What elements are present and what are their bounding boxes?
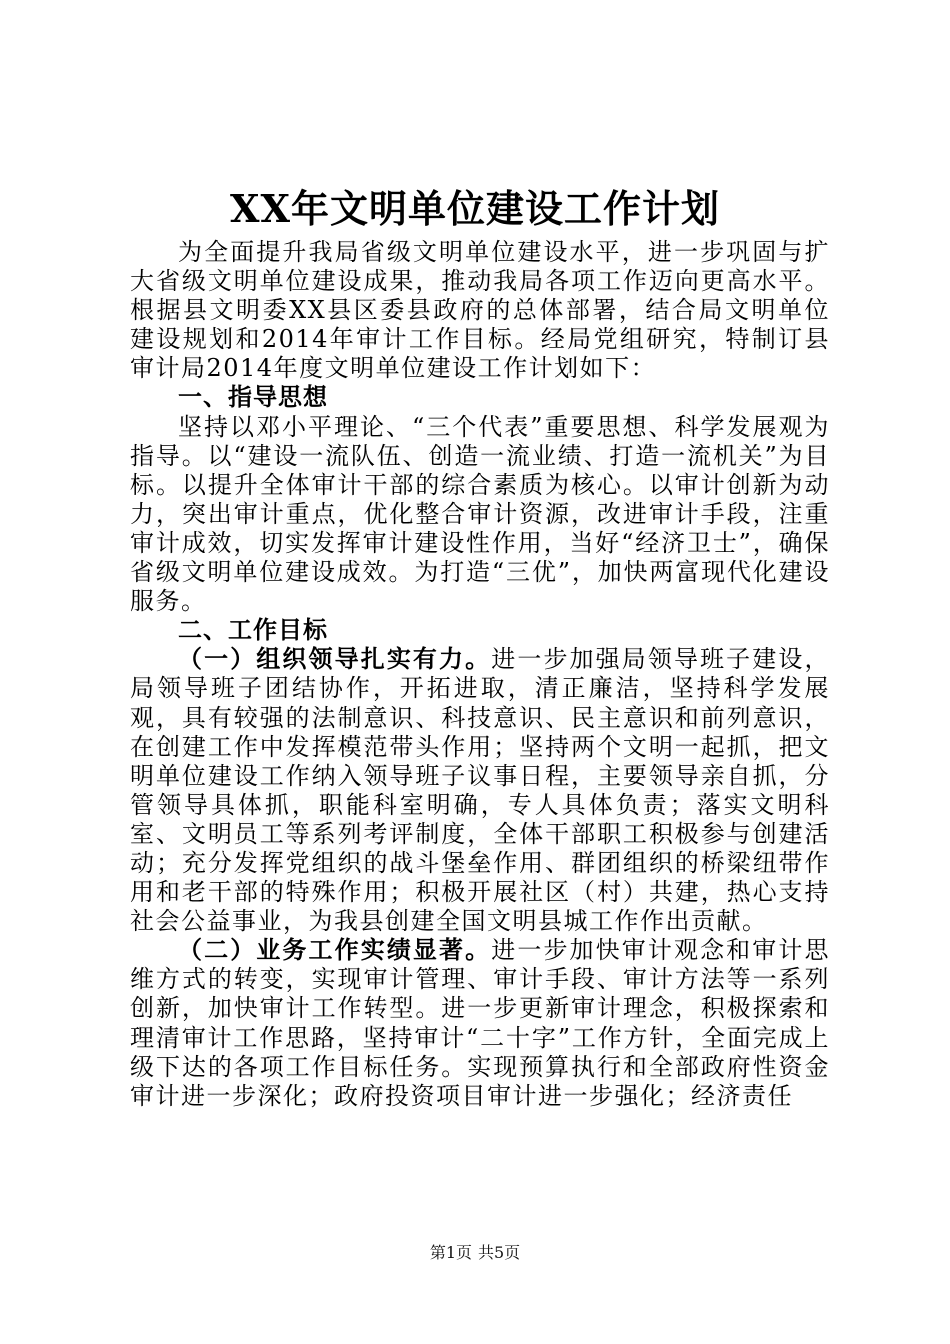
goal-item-1-lead: （一）组织领导扎实有力。 bbox=[178, 645, 492, 674]
document-title: XX年文明单位建设工作计划 bbox=[230, 186, 720, 231]
section-heading-work-goals: 二、工作目标 bbox=[178, 616, 328, 645]
goal-item-2-lead: （二）业务工作实绩显著。 bbox=[178, 936, 492, 965]
guiding-thought-paragraph: 坚持以邓小平理论、“三个代表”重要思想、科学发展观为指导。以“建设一流队伍、创造一流业绩、打造一流机关”为目标。以提升全体审计干部的综合素质为核心。以审计创新为动力，突出审计重点，优化整合审计资源，改进审计手段，注重审计成效，切实发挥审计建设性作用，当好“经济卫士”，确保省级文明单位建设成效。为打造“三优”，加快两富现代化建设服务。 bbox=[130, 412, 830, 616]
goal-item-2-paragraph bbox=[130, 936, 830, 1111]
page-footer bbox=[0, 1242, 950, 1264]
goal-item-1-paragraph bbox=[130, 645, 830, 936]
goal-item-1-body: 进一步加强局领导班子建设，局领导班子团结协作，开拓进取，清正廉洁，坚持科学发展观，具有较强的法制意识、科技意识、民主意识和前列意识，在创建工作中发挥模范带头作用；坚持两个文明一起抓，把文明单位建设工作纳入领导班子议事日程，主要领导亲自抓，分管领导具体抓，职能科室明确，专人具体负责；落实文明科室、文明员工等系列考评制度，全体干部职工积极参与创建活动；充分发挥党组织的战斗堡垒作用、群团组织的桥梁纽带作用和老干部的特殊作用；积极开展社区（村）共建，热心支持社会公益事业，为我县创建全国文明县城工作作出贡献。 bbox=[130, 645, 830, 936]
goal-item-2-body: 进一步加快审计观念和审计思维方式的转变，实现审计管理、审计手段、审计方法等一系列创新，加快审计工作转型。进一步更新审计理念，积极探索和理清审计工作思路，坚持审计“二十字”工作方针，全面完成上级下达的各项工作目标任务。实现预算执行和全部政府性资金审计进一步深化；政府投资项目审计进一步强化；经济责任 bbox=[130, 936, 830, 1110]
page-total: 共5页 bbox=[478, 1243, 521, 1262]
section-heading-guiding-thought: 一、指导思想 bbox=[178, 383, 328, 412]
document-body bbox=[130, 238, 830, 1111]
intro-paragraph: 为全面提升我局省级文明单位建设水平，进一步巩固与扩大省级文明单位建设成果，推动我局各项工作迈向更高水平。根据县文明委XX县区委县政府的总体部署，结合局文明单位建设规划和2014年审计工作目标。经局党组研究，特制订县审计局2014年度文明单位建设工作计划如下： bbox=[130, 238, 830, 383]
page-number: 第1页 bbox=[429, 1243, 472, 1262]
